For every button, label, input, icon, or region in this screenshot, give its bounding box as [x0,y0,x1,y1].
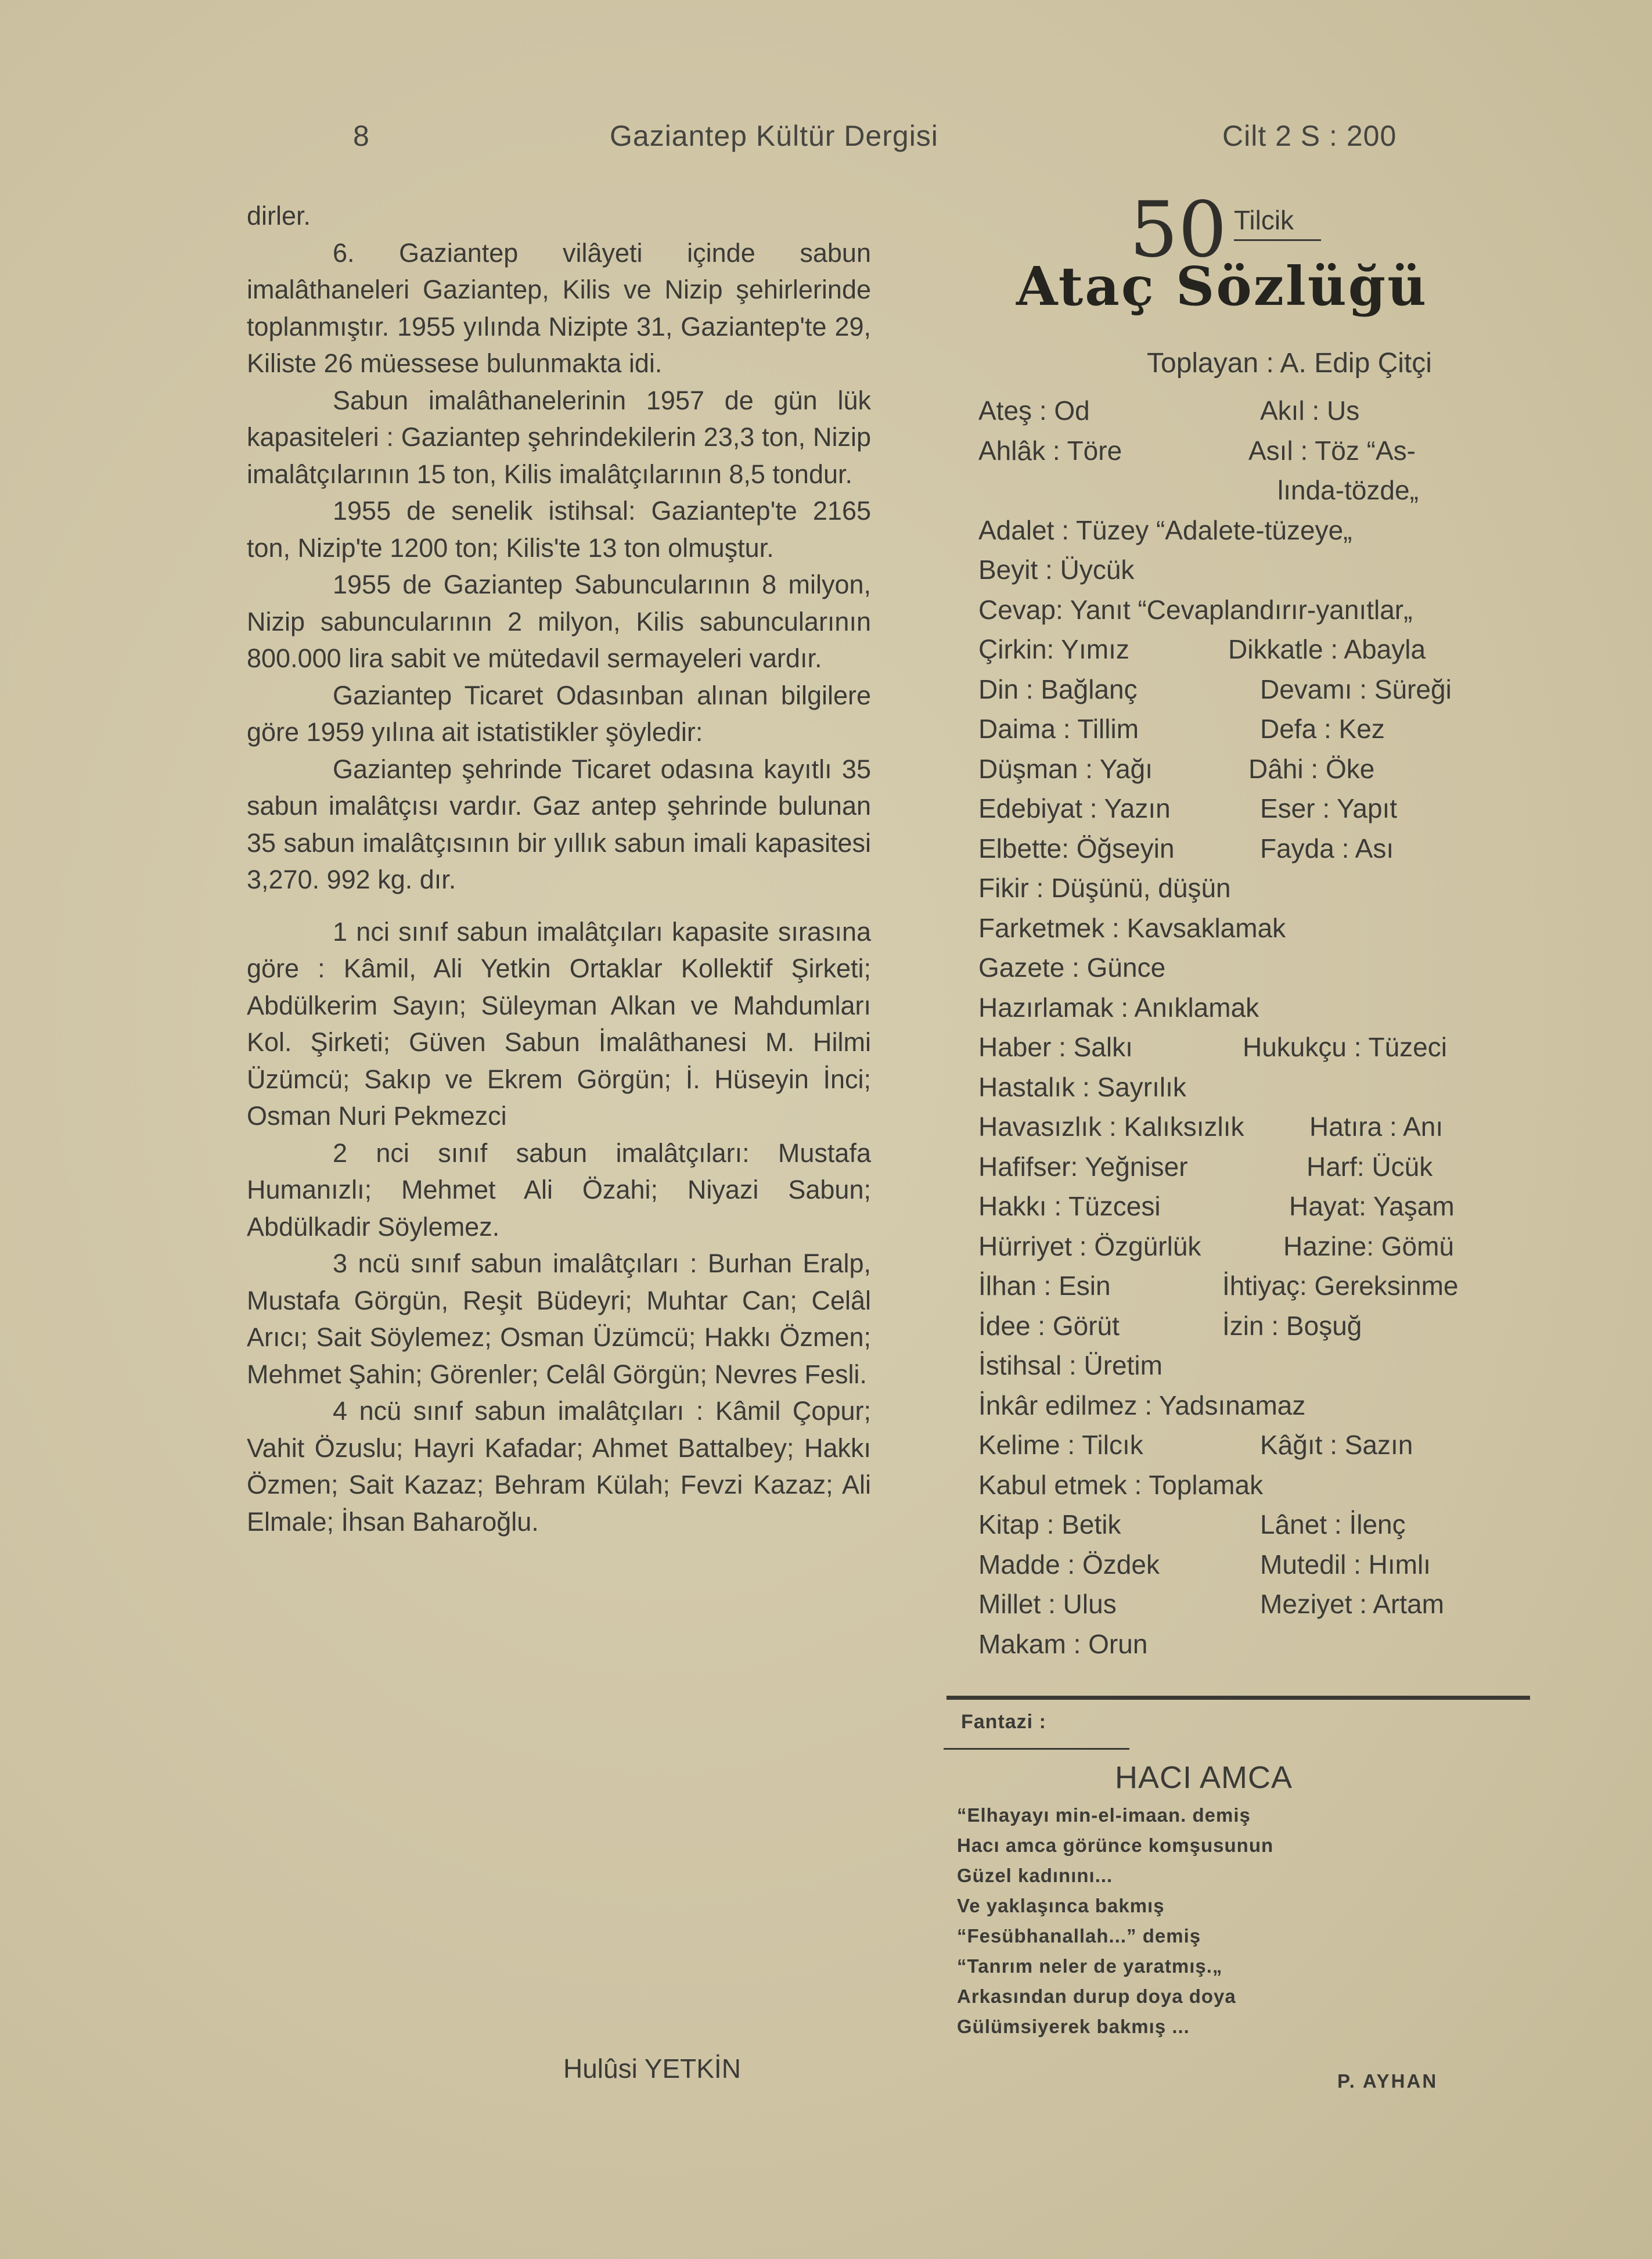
glossary-term-right: İzin : Boşuğ [1222,1310,1362,1341]
glossary-term-left: Hazırlamak : Anıklamak [978,992,1259,1023]
article-column [247,197,871,1540]
glossary-term-left: İnkâr edilmez : Yadsınamaz [978,1390,1306,1420]
page-number: 8 [353,120,370,152]
glossary-term-left: Çirkin: Yımız [978,634,1129,664]
article-paragraph: 3 ncü sınıf sabun imalâtçıları : Burhan Eralp, Mustafa Görgün, Reşit Büdeyri; Muhtar Can; Celâl Arıcı; Sait Söylemez; Osman Üzümcü; Hakkı Özmen; Mehmet Şahin; Görenler; Celâl Görgün; Nevres Fesli. [247,1249,871,1389]
glossary-term-right: Asıl : Töz “As- [1248,435,1416,466]
glossary-term-right: İhtiyaç: Gereksinme [1222,1271,1459,1301]
glossary-term-left: Hafifser: Yeğniser [978,1151,1188,1182]
glossary-term-left: Kabul etmek : Toplamak [978,1469,1264,1500]
glossary-term-right: Lânet : İlenç [1260,1509,1406,1539]
glossary-term-right: Akıl : Us [1260,395,1360,426]
article-paragraph: Gaziantep Ticaret Odasınban alınan bilgilere göre 1959 yılına ait istatistikler şöyledir: [247,680,871,747]
article-paragraph: Gaziantep şehrinde Ticaret odasına kayıtlı 35 sabun imalâtçısı vardır. Gaz antep şehrinde bulunan 35 sabun imalâtçısının bir yıllık sabun imali kapasitesi 3,270. 992 kg. dır. [247,754,871,894]
glossary-term-right: Dikkatle : Abayla [1228,634,1426,664]
glossary-term-right: Fayda : Ası [1260,833,1394,864]
glossary-term-right: Dâhi : Öke [1248,753,1375,784]
fantazi-label: Fantazi : [961,1711,1046,1733]
glossary-term-left: Ateş : Od [978,395,1090,426]
poem-body [957,1800,1503,2042]
poem-line: Ve yaklaşınca bakmış [957,1895,1165,1916]
glossary-term-left: Kitap : Betik [978,1509,1121,1539]
glossary-term-left: Cevap: Yanıt “Cevaplandırır-yanıtlar„ [978,594,1413,625]
poem-line: “Tanrım neler de yaratmış.„ [957,1955,1223,1977]
poem-line: Hacı amca görünce komşusunun [957,1834,1274,1856]
glossary-term-left: Makam : Orun [978,1628,1148,1659]
glossary-term-left: Kelime : Tilcık [978,1430,1143,1460]
glossary-term-right: Harf: Ücük [1307,1151,1433,1182]
glossary-term-left: Millet : Ulus [978,1589,1117,1619]
article-paragraph: 6. Gaziantep vilâyeti içinde sabun imalâthaneleri Gaziantep, Kilis ve Nizip şehirlerinde toplanmıştır. 1955 yılında Nizipte 31, Gaziantep'te 29, Kiliste 26 müessese bulunmakta idi. [247,238,871,378]
article-paragraph: dirler. [247,201,311,231]
glossary-term-left: Hastalık : Sayrılık [978,1071,1186,1102]
poem-line: Arkasından durup doya doya [957,1985,1236,2007]
poem-title: HACI AMCA [1115,1760,1293,1795]
poem-line: Gülümsiyerek bakmış ... [957,2016,1190,2037]
glossary-subtitle: Tilcik [1234,205,1294,235]
glossary-term-right: Defa : Kez [1260,714,1385,744]
glossary-term-left: Adalet : Tüzey “Adalete-tüzeye„ [978,515,1352,545]
glossary-term-left: Havasızlık : Kalıksızlık [978,1111,1244,1142]
article-signature: Hulûsi YETKİN [563,2053,741,2084]
glossary-term-right: Hayat: Yaşam [1289,1191,1455,1221]
glossary-compiler: Toplayan : A. Edip Çitçi [1147,348,1432,379]
glossary-term-left: İstihsal : Üretim [978,1350,1162,1380]
glossary-term-left: Edebiyat : Yazın [978,793,1171,823]
glossary-term-right: Meziyet : Artam [1260,1589,1444,1619]
glossary-term-left: Hakkı : Tüzcesi [978,1191,1161,1221]
glossary-term-left: Elbette: Öğseyin [978,833,1175,864]
issue-label: Cilt 2 S : 200 [1222,120,1397,152]
glossary-term-right: Kâğıt : Sazın [1260,1430,1413,1460]
poem-line: “Fesübhanallah...” demiş [957,1925,1201,1947]
glossary-term-right: Hatıra : Anı [1309,1111,1444,1142]
glossary-term-left: Farketmek : Kavsaklamak [978,912,1286,943]
glossary-term-left: Beyit : Üycük [978,555,1135,585]
glossary-term-right: Hazine: Gömü [1283,1231,1455,1261]
glossary-term-left: Hürriyet : Özgürlük [978,1231,1201,1261]
glossary-term-right: Devamı : Süreği [1260,674,1452,704]
glossary-term-left: İdee : Görüt [978,1310,1120,1341]
glossary-term-left: Daima : Tillim [978,714,1139,744]
glossary-term-left: Madde : Özdek [978,1549,1160,1580]
glossary-title: Ataç Sözlüğü [1016,255,1428,318]
journal-title: Gaziantep Kültür Dergisi [610,120,938,152]
glossary-term-left: Haber : Salkı [978,1032,1133,1062]
glossary-term-left: Fikir : Düşünü, düşün [978,873,1231,903]
subtitle-underline [1234,239,1321,241]
glossary-term-left: İlhan : Esin [978,1271,1111,1301]
glossary-term-left: Din : Bağlanç [978,674,1138,704]
article-paragraph: 1 nci sınıf sabun imalâtçıları kapasite sırasına göre : Kâmil, Ali Yetkin Ortaklar Kollektif Şirketi; Abdülkerim Sayın; Süleyman Alkan ve Mahdumları Kol. Şirketi; Güven Sabun İmalâthanesi M. Hilmi Üzümcü; Sakıp ve Ekrem Görgün; İ. Hüseyin İnci; Osman Nuri Pekmezci [247,916,871,1131]
glossary-term-left: Gazete : Günce [978,952,1166,983]
glossary-term-right: lında-tözde„ [1277,475,1419,505]
glossary-term-left: Ahlâk : Töre [978,435,1122,466]
glossary-number: 50 [1129,185,1227,275]
glossary-term-right: Eser : Yapıt [1260,793,1398,823]
glossary-term-right: Hukukçu : Tüzeci [1243,1032,1447,1062]
fantazi-underline [944,1748,1129,1750]
article-paragraph: 1955 de senelik istihsal: Gaziantep'te 2165 ton, Nizip'te 1200 ton; Kilis'te 13 ton olmuştur. [247,496,871,563]
article-paragraph: Sabun imalâthanelerinin 1957 de gün lük kapasiteleri : Gaziantep şehrindekilerin 23,3 ton, Nizip imalâtçılarının 15 ton, Kilis imalâtçılarının 8,5 tondur. [247,385,871,489]
glossary-term-right: Mutedil : Hımlı [1260,1549,1431,1580]
article-paragraph: 2 nci sınıf sabun imalâtçıları: Mustafa Humanızlı; Mehmet Ali Özahi; Niyazi Sabun; Abdülkadir Söylemez. [247,1138,871,1242]
glossary-term-left: Düşman : Yağı [978,753,1153,784]
poem-line: Güzel kadınını... [957,1865,1113,1886]
poem-author: P. AYHAN [1337,2070,1438,2092]
article-paragraph: 4 ncü sınıf sabun imalâtçıları : Kâmil Çopur; Vahit Özuslu; Hayri Kafadar; Ahmet Battalbey; Hakkı Özmen; Sait Kazaz; Behram Külah; Fevzi Kazaz; Ali Elmale; İhsan Baharoğlu. [247,1396,871,1537]
article-paragraph: 1955 de Gaziantep Sabuncularının 8 milyon, Nizip sabuncularının 2 milyon, Kilis sabuncularının 800.000 lira sabit ve mütedavil sermayeleri vardır. [247,570,871,673]
section-divider [946,1696,1530,1700]
poem-line: “Elhayayı min-el-imaan. demiş [957,1804,1251,1826]
